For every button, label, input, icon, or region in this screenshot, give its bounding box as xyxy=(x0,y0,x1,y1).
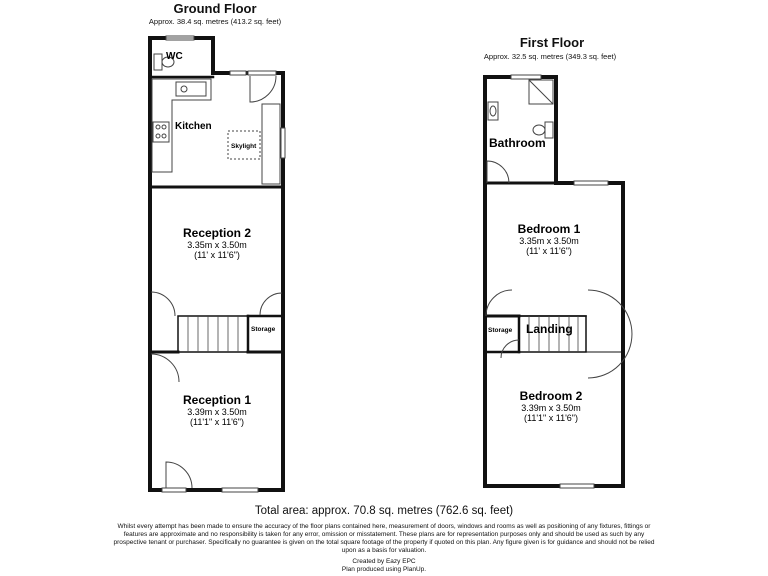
bathroom-toilet xyxy=(545,122,553,138)
bedroom1-imperial: (11' x 11'6") xyxy=(526,246,572,256)
hob-ring xyxy=(162,134,166,138)
back-door-frame xyxy=(230,71,246,75)
front-window xyxy=(222,488,258,492)
reception2-imperial: (11' x 11'6") xyxy=(194,250,240,260)
reception2-label: Reception 2 xyxy=(182,226,252,240)
reception1-door-swing xyxy=(151,354,179,382)
basin-bowl xyxy=(490,106,496,116)
landing-label: Landing xyxy=(526,322,573,336)
ground-floor-area: Approx. 38.4 sq. metres (413.2 sq. feet) xyxy=(148,17,282,26)
wc-label: WC xyxy=(166,51,183,62)
wc-toilet xyxy=(154,54,162,70)
ground-stairs xyxy=(178,316,248,352)
hob-ring xyxy=(156,134,160,138)
first-floor-area: Approx. 32.5 sq. metres (349.3 sq. feet) xyxy=(483,52,617,61)
bedroom2-window xyxy=(560,484,594,488)
bedroom1-metric: 3.35m x 3.50m xyxy=(519,236,579,246)
reception1-label: Reception 1 xyxy=(182,393,252,407)
ground-stair-treads xyxy=(188,316,238,352)
kitchen-side-window xyxy=(281,128,285,158)
produced-using: Plan produced using PlanUp. xyxy=(341,566,427,573)
total-area: Total area: approx. 70.8 sq. metres (762.6 sq. feet) xyxy=(254,505,514,517)
bedroom2-door-swing-right xyxy=(588,290,632,378)
created-by: Created by Eazy EPC xyxy=(352,558,416,565)
disclaimer-text: Whilst every attempt has been made to ensure the accuracy of the floor plans contained here, measurement of doors, windows and rooms as well as positioning of any fixtures, fittings or features are approximate and no responsibility is taken for any error, omission or misstatement. These plans are for representation purposes only and should be used as such by any prospective tenant or purchaser. Specifically no guarantee is given on the total square footage of the property if quoted on this plan. Any figure given is for guidance and should not be relied upon as a basis for valuation. xyxy=(113,523,655,554)
storage-door-swing xyxy=(260,293,282,315)
hob-ring xyxy=(156,125,160,129)
bedroom2-metric: 3.39m x 3.50m xyxy=(521,403,581,413)
ground-storage-label: Storage xyxy=(251,326,276,333)
reception2-door-swing xyxy=(151,292,175,316)
sink-drain xyxy=(181,86,187,92)
bathroom-window xyxy=(511,75,541,79)
kitchen-side-counter xyxy=(262,104,280,184)
bedroom1-door-swing xyxy=(486,290,512,316)
kitchen-hob xyxy=(153,122,169,142)
bathroom-label: Bathroom xyxy=(489,136,546,150)
bedroom1-window xyxy=(574,181,608,185)
bedroom1-label: Bedroom 1 xyxy=(517,222,581,236)
front-door-frame xyxy=(162,488,186,492)
skylight-label: Skylight xyxy=(231,143,257,150)
bathroom-toilet-bowl xyxy=(533,125,545,135)
kitchen-label: Kitchen xyxy=(175,121,212,132)
bedroom2-imperial: (11'1" x 11'6") xyxy=(523,413,579,423)
hob-ring xyxy=(162,125,166,129)
reception2-metric: 3.35m x 3.50m xyxy=(187,240,247,250)
reception1-imperial: (11'1" x 11'6") xyxy=(189,417,245,427)
bathroom-door-swing xyxy=(487,161,509,183)
front-door-swing xyxy=(166,462,192,488)
storage-door-swing-first xyxy=(501,340,519,358)
bedroom2-label: Bedroom 2 xyxy=(519,389,583,403)
reception1-metric: 3.39m x 3.50m xyxy=(187,407,247,417)
back-door-swing xyxy=(250,76,276,102)
first-floor-title: First Floor xyxy=(519,35,585,50)
ground-floor-title: Ground Floor xyxy=(173,1,257,16)
first-storage-label: Storage xyxy=(488,327,513,334)
back-window xyxy=(248,71,276,75)
